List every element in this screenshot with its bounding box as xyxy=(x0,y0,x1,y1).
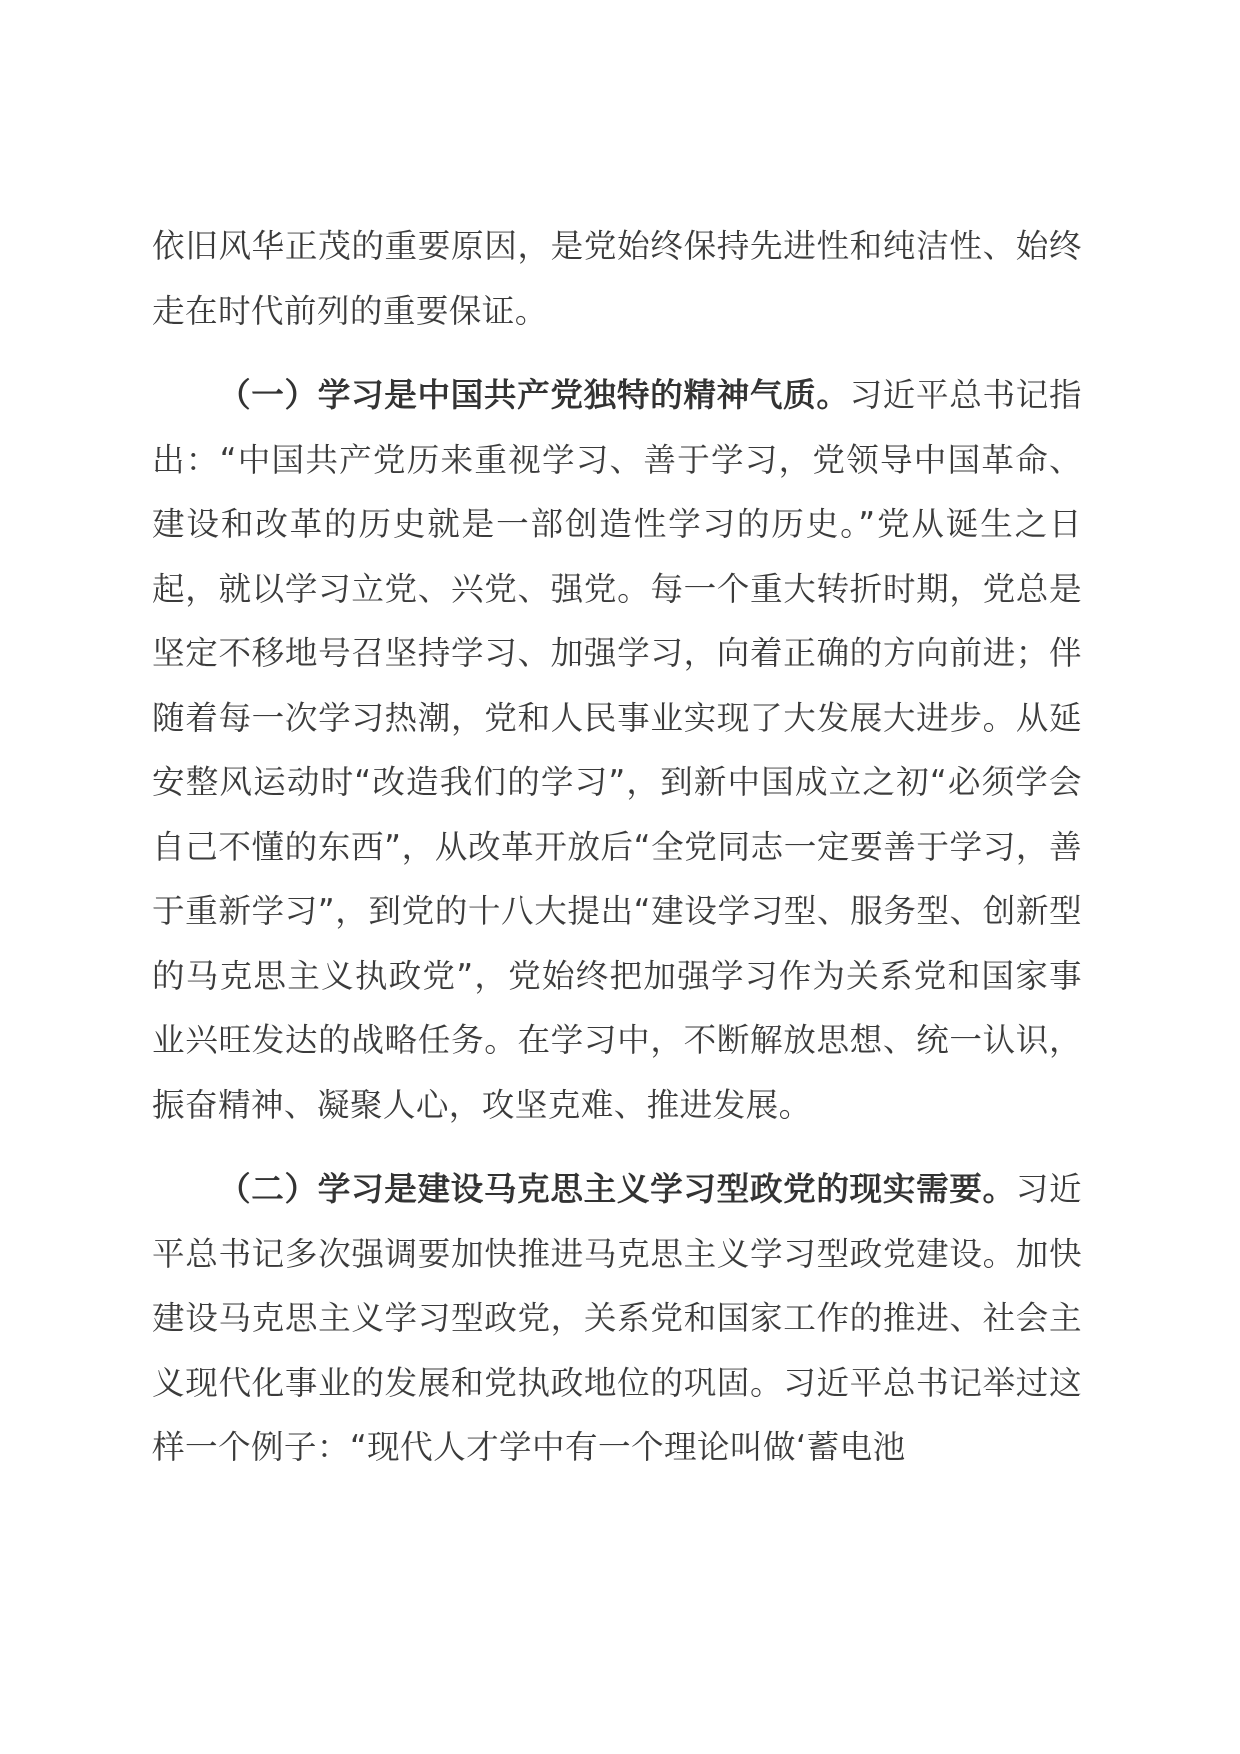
paragraph-text: 习近平总书记多次强调要加快推进马克思主义学习型政党建设。加快建设马克思主义学习型政党，关系党和国家工作的推进、社会主义现代化事业的发展和党执政地位的巩固。习近平总书记举过这样一个例子：“现代人才学中有一个理论叫做‘蓄电池 xyxy=(152,1170,1082,1466)
section-heading: （一）学习是中国共产党独特的精神气质。 xyxy=(218,376,850,414)
document-body xyxy=(152,214,1082,1480)
paragraph-continuation xyxy=(152,214,1082,343)
paragraph-section-1 xyxy=(152,363,1082,1137)
paragraph-text: 习近平总书记指出：“中国共产党历来重视学习、善于学习，党领导中国革命、建设和改革的历史就是一部创造性学习的历史。”党从诞生之日起，就以学习立党、兴党、强党。每一个重大转折时期，党总是坚定不移地号召坚持学习、加强学习，向着正确的方向前进；伴随着每一次学习热潮，党和人民事业实现了大发展大进步。从延安整风运动时“改造我们的学习”，到新中国成立之初“必须学会自己不懂的东西”，从改革开放后“全党同志一定要善于学习，善于重新学习”，到党的十八大提出“建设学习型、服务型、创新型的马克思主义执政党”，党始终把加强学习作为关系党和国家事业兴旺发达的战略任务。在学习中，不断解放思想、统一认识，振奋精神、凝聚人心，攻坚克难、推进发展。 xyxy=(152,376,1082,1124)
paragraph-text: 依旧风华正茂的重要原因，是党始终保持先进性和纯洁性、始终走在时代前列的重要保证。 xyxy=(152,227,1082,330)
paragraph-section-2 xyxy=(152,1157,1082,1480)
section-heading: （二）学习是建设马克思主义学习型政党的现实需要。 xyxy=(218,1170,1016,1208)
